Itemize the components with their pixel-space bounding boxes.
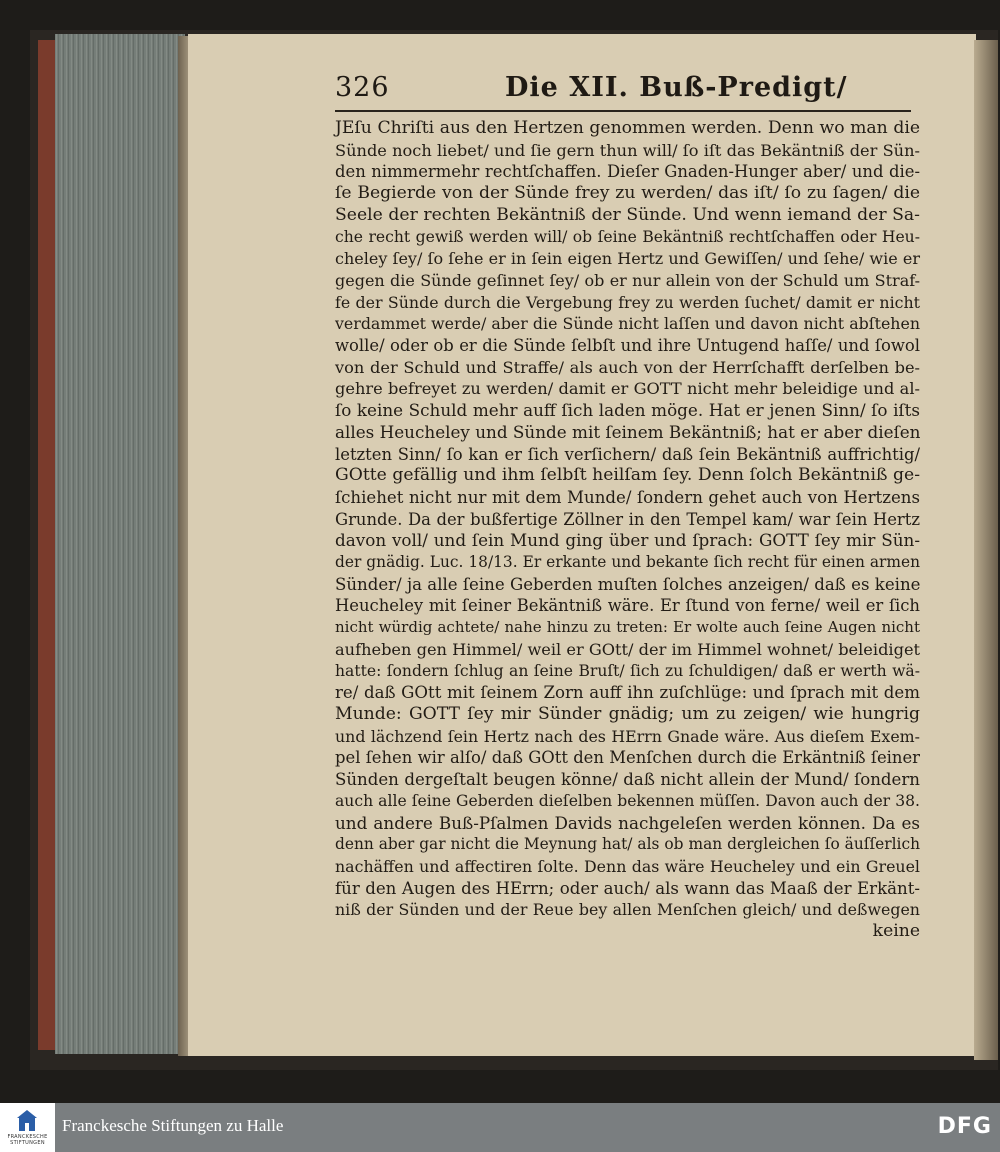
text-line: und lächzend ſein Hertz nach des HErrn Gnade wäre. Aus dieſem Exem- [335, 726, 920, 746]
text-line: hatte: ſondern ſchlug an ſeine Bruſt/ ſich zu ſchuldigen/ daß er werth wä- [335, 661, 920, 680]
running-head [335, 70, 915, 112]
running-head-title: Die XII. Buß-Predigt/ [505, 72, 848, 103]
text-line: fe der Sünde durch die Vergebung frey zu werden ſuchet/ damit er nicht [335, 292, 920, 312]
body-text [335, 118, 920, 943]
page-right-edge [974, 40, 998, 1060]
text-line: GOtte gefällig und ihm ſelbſt heilſam ſey. Denn ſolch Bekäntniß ge- [335, 465, 920, 486]
text-line: Sünde noch liebet/ und ſie gern thun will/ ſo iſt das Bekäntniß der Sün- [335, 140, 920, 160]
text-line: auch alle ſeine Geberden dieſelben bekennen müſſen. Davon auch der 38. [335, 791, 920, 810]
text-line: nicht würdig achtete/ nahe hinzu zu treten: Er wolte auch ſeine Augen nicht [335, 618, 920, 637]
text-line: wolle/ oder ob er die Sünde ſelbſt und ihre Untugend haſſe/ und ſowol [335, 336, 920, 356]
text-line: ſo keine Schuld mehr auff ſich laden möge. Hat er jenen Sinn/ ſo iſts [335, 400, 920, 421]
text-line: ſchiehet nicht nur mit dem Munde/ ſondern gehet auch von Hertzens [335, 487, 920, 507]
dfg-logo[interactable]: DFG [937, 1114, 992, 1139]
text-line: denn aber gar nicht die Meynung hat/ als ob man dergleichen ſo äuſſerlich [335, 835, 920, 854]
text-line: alles Heucheley und Sünde mit ſeinem Bekäntniß; hat er aber dieſen [335, 421, 921, 442]
text-line: keine [872, 921, 920, 942]
text-line: der gnädig. Luc. 18/13. Er erkante und bekante ſich recht für einen armen [335, 553, 920, 572]
text-line: letzten Sinn/ ſo kan er ſich verſichern/ daß ſein Bekäntniß auffrichtig/ [335, 444, 920, 464]
text-line: Grunde. Da der bußfertige Zöllner in den Tempel kam/ war ſein Hertz [335, 509, 920, 529]
text-line: davon voll/ und ſein Mund ging über und ſprach: GOTT ſey mir Sün- [335, 530, 920, 551]
orphanage-building-icon [17, 1109, 37, 1131]
text-line: pel ſehen wir alſo/ daß GOtt den Menſchen durch die Erkäntniß ſeiner [335, 748, 920, 768]
text-line: cheley ſey/ ſo ſehe er in ſein eigen Hertz und Gewiſſen/ und ſehe/ wie er [335, 249, 920, 269]
text-line: aufheben gen Himmel/ weil er GOtt/ der im Himmel wohnet/ beleidiget [335, 639, 921, 659]
running-head-rule [335, 110, 911, 112]
text-line: JEſu Chriſti aus den Hertzen genommen werden. Denn wo man die [335, 118, 920, 138]
footer-bar [0, 1103, 1000, 1152]
text-line: gehre befreyet zu werden/ damit er GOTT nicht mehr beleidige und al- [335, 379, 920, 399]
text-line: gegen die Sünde geſinnet ſey/ ob er nur allein von der Schuld um Straf- [335, 270, 920, 290]
text-line: verdammet werde/ aber die Sünde nicht laſſen und davon nicht abſtehen [335, 314, 920, 334]
text-line: Heucheley mit ſeiner Bekäntniß wäre. Er ſtund von ferne/ weil er ſich [335, 596, 920, 616]
text-line: und andere Buß-Pſalmen Davids nachgeleſen werden können. Da es [335, 812, 920, 833]
text-line: den nimmermehr rechtſchaffen. Dieſer Gnaden-Hunger aber/ und die- [335, 162, 920, 182]
text-line: Munde: GOTT ſey mir Sünder gnädig; um zu zeigen/ wie hungrig [335, 703, 920, 724]
text-line: ſe Begierde von der Sünde frey zu werden/ das iſt/ ſo zu ſagen/ die [335, 183, 920, 204]
institution-name[interactable]: Franckesche Stiftungen zu Halle [62, 1116, 284, 1135]
text-line: Sünder/ ja alle ſeine Geberden muſten ſolches anzeigen/ daß es keine [335, 574, 921, 594]
page-number: 326 [335, 72, 390, 103]
institution-logo[interactable] [0, 1103, 55, 1152]
logo-text: FRANCKESCHE STIFTUNGEN [7, 1134, 48, 1146]
text-line: Seele der rechten Bekäntniß der Sünde. Und wenn iemand der Sa- [335, 204, 920, 225]
text-line: nachäffen und affectiren ſolte. Denn das wäre Heucheley und ein Greuel [335, 856, 920, 876]
page-edges [55, 34, 185, 1054]
text-line: von der Schuld und Straffe/ als auch von der Herrſchafft derſelben be- [335, 357, 920, 377]
text-line: re/ daß GOtt mit ſeinem Zorn auff ihn zuſchlüge: und ſprach mit dem [335, 683, 920, 703]
text-line: che recht gewiß werden will/ ob ſeine Bekäntniß rechtſchaffen oder Heu- [335, 227, 920, 246]
text-line: niß der Sünden und der Reue bey allen Menſchen gleich/ und deßwegen [335, 900, 920, 920]
text-line: für den Augen des HErrn; oder auch/ als wann das Maaß der Erkänt- [335, 878, 920, 898]
text-line: Sünden dergeſtalt beugen könne/ daß nicht allein der Mund/ ſondern [335, 770, 920, 790]
